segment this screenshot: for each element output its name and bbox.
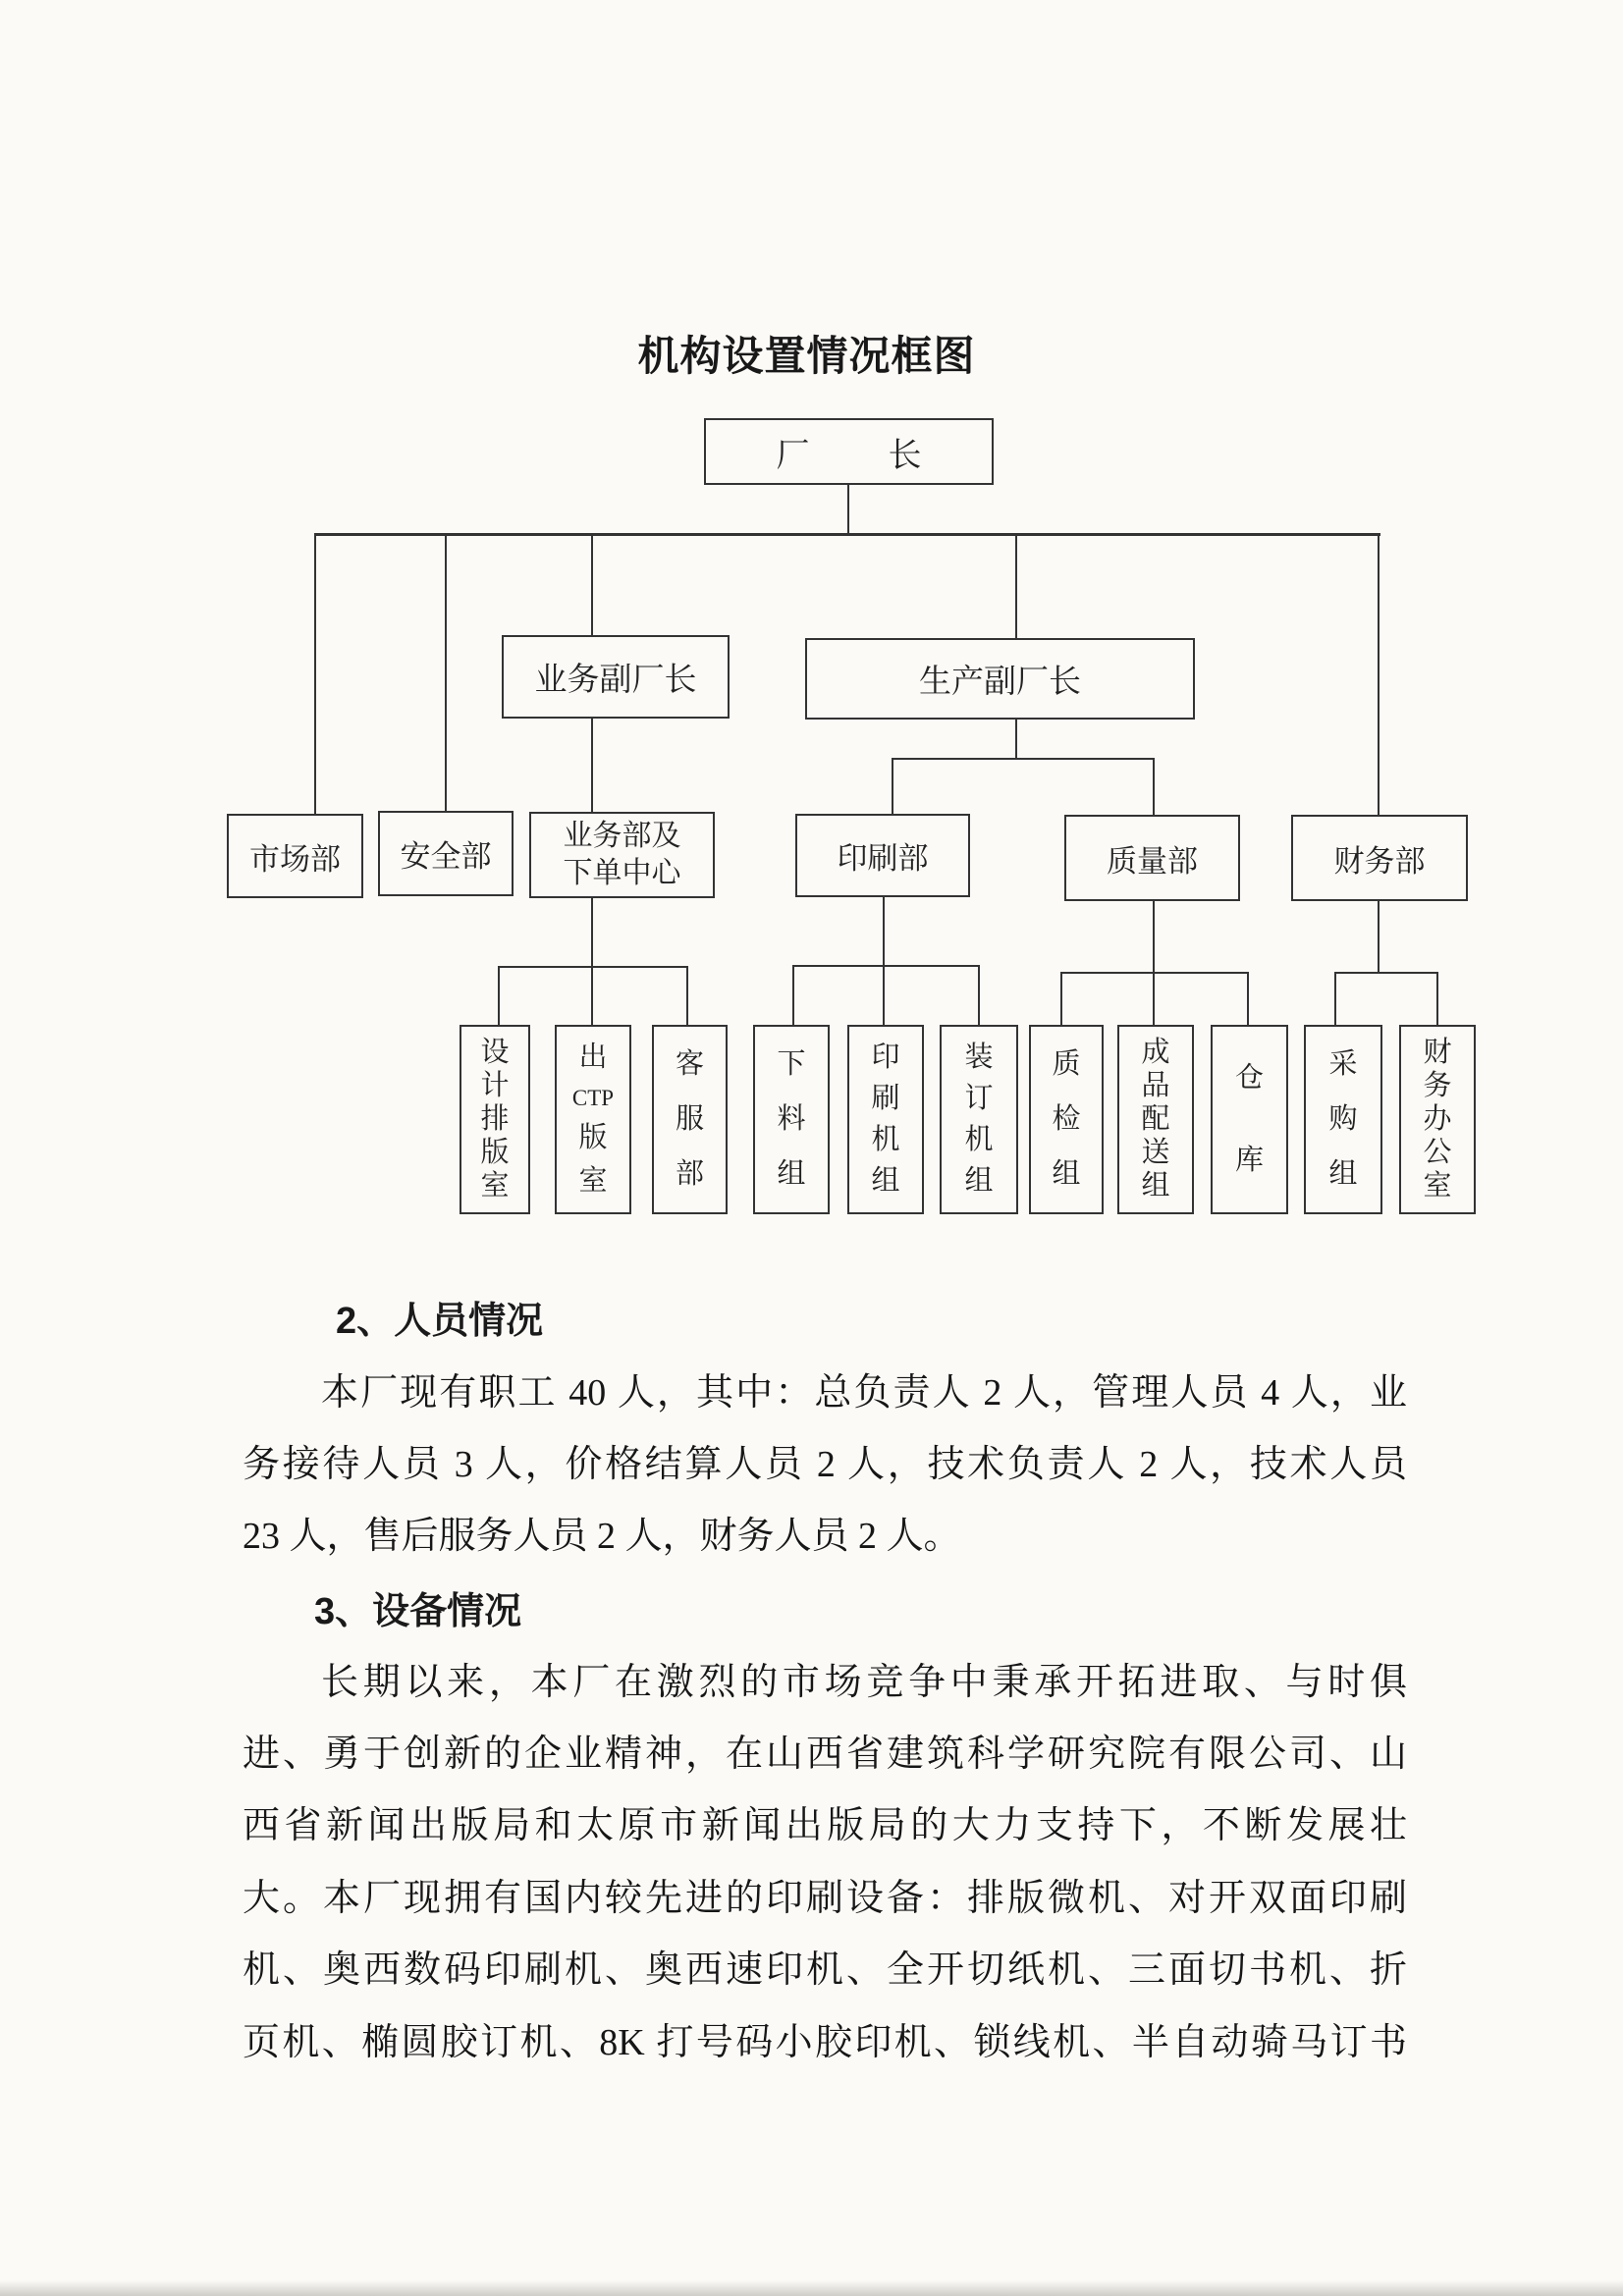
label-part: 采 (1328, 1047, 1358, 1080)
label-part: 客 (675, 1047, 704, 1080)
label-part: 部 (675, 1158, 704, 1191)
label-part: 机 (964, 1124, 994, 1156)
section-heading-equipment: 3、设备情况 (314, 1591, 522, 1632)
label-part: 库 (1234, 1145, 1264, 1177)
connector-line (1334, 972, 1336, 1025)
org-node-production-deputy-director (805, 638, 1195, 720)
body-text-line: 23 人，售后服务人员 2 人，财务人员 2 人。 (243, 1516, 961, 1557)
label-part: 检 (1052, 1102, 1081, 1135)
connector-line (498, 966, 688, 968)
org-node-printing-machine-team (847, 1025, 924, 1214)
org-node-label-line2: 下单中心 (563, 857, 681, 889)
org-node-business-deputy-director (502, 635, 730, 719)
connector-line (792, 965, 794, 1025)
body-text-line: 机、奥西数码印刷机、奥西速印机、全开切纸机、三面切书机、折 (243, 1949, 1407, 1991)
body-text-line: 大。本厂现拥有国内较先进的印刷设备：排版微机、对开双面印刷 (243, 1878, 1407, 1919)
label-part: 订 (964, 1082, 994, 1114)
section-heading-personnel: 2、人员情况 (336, 1301, 544, 1342)
label-part: 下 (777, 1047, 806, 1080)
org-node-label-line1: 业务部及 (563, 820, 681, 852)
label-part: 服 (675, 1102, 704, 1135)
label-part: 组 (1141, 1169, 1170, 1201)
body-text-line: 长期以来，本厂在激烈的市场竞争中秉承开拓进取、与时俱 (321, 1662, 1407, 1703)
label-part: 仓 (1234, 1061, 1264, 1094)
label-part: 计 (480, 1070, 510, 1102)
org-node-material-cutting-team (753, 1025, 830, 1214)
connector-line (1015, 720, 1017, 758)
label-part: 长 (888, 437, 922, 474)
label-part: 室 (1423, 1169, 1452, 1201)
connector-line (1060, 972, 1062, 1025)
body-text-line: 西省新闻出版局和太原市新闻出版局的大力支持下，不断发展壮 (243, 1805, 1407, 1846)
connector-line (686, 966, 688, 1025)
connector-line (892, 758, 1155, 760)
connector-line (1378, 533, 1380, 815)
body-text-line: 务接待人员 3 人，价格结算人员 2 人，技术负责人 2 人，技术人员 (243, 1444, 1407, 1485)
label-part: 室 (578, 1164, 608, 1197)
connector-line (1378, 901, 1380, 972)
label-part: 送 (1141, 1136, 1170, 1168)
org-node-quality-inspection-team (1029, 1025, 1104, 1214)
label-part: 刷 (871, 1082, 900, 1114)
label-part: 务 (1423, 1070, 1452, 1102)
org-node-label: 生产副厂长 (919, 665, 1081, 700)
org-node-label: 安全部 (400, 839, 492, 874)
org-node-product-delivery-team (1117, 1025, 1194, 1214)
label-part: 配 (1141, 1102, 1170, 1135)
connector-line (1247, 972, 1249, 1025)
label-part: 设 (480, 1037, 510, 1069)
label-part: 办 (1423, 1102, 1452, 1135)
label-part: 排 (480, 1102, 510, 1135)
org-node-label: 市场部 (249, 841, 341, 877)
org-node-safety-dept (378, 811, 514, 896)
label-part: 组 (1328, 1158, 1358, 1191)
connector-line (591, 966, 593, 1025)
connector-line (1153, 972, 1155, 1025)
org-node-purchasing-team (1304, 1025, 1382, 1214)
label-part: CTP (571, 1086, 615, 1111)
connector-line (1060, 972, 1249, 974)
org-node-ctp-plate-room (555, 1025, 631, 1214)
connector-line (591, 898, 593, 966)
org-node-printing-dept (795, 814, 970, 897)
label-part: 厂 (776, 437, 810, 474)
label-part: 版 (578, 1121, 608, 1153)
label-part: 室 (480, 1169, 510, 1201)
connector-line (1334, 972, 1438, 974)
connector-line (847, 485, 849, 533)
scan-bottom-edge (0, 2280, 1623, 2296)
connector-line (892, 758, 893, 814)
label-part: 版 (480, 1136, 510, 1168)
org-node-finance-dept (1291, 815, 1468, 901)
connector-line (314, 533, 1380, 536)
label-part: 组 (1052, 1158, 1081, 1191)
org-node-design-typesetting-room (460, 1025, 530, 1214)
connector-line (1436, 972, 1438, 1025)
org-node-business-and-order-center (529, 812, 715, 898)
label-part: 印 (871, 1041, 900, 1073)
org-node-warehouse (1211, 1025, 1288, 1214)
org-node-label: 财务部 (1333, 843, 1426, 879)
label-part: 料 (777, 1102, 806, 1135)
connector-line (314, 533, 316, 814)
label-part: 品 (1141, 1070, 1170, 1102)
connector-line (591, 533, 593, 635)
org-node-finance-office (1399, 1025, 1476, 1214)
label-part: 机 (871, 1124, 900, 1156)
label-part: 财 (1423, 1037, 1452, 1069)
connector-line (883, 897, 885, 965)
connector-line (445, 533, 447, 811)
body-text-line: 进、勇于创新的企业精神，在山西省建筑科学研究院有限公司、山 (243, 1734, 1407, 1775)
org-node-label: 印刷部 (837, 841, 929, 876)
org-node-factory-director (704, 418, 994, 485)
connector-line (1015, 533, 1017, 638)
connector-line (1153, 901, 1155, 972)
connector-line (792, 965, 980, 967)
connector-line (883, 965, 885, 1025)
label-part: 装 (964, 1041, 994, 1073)
connector-line (978, 965, 980, 1025)
label-part: 公 (1423, 1136, 1452, 1168)
org-node-marketing-dept (227, 814, 363, 898)
org-chart-title: 机构设置情况框图 (637, 333, 976, 379)
org-node-quality-dept (1064, 815, 1240, 901)
org-node-label: 业务副厂长 (534, 663, 697, 698)
label-part: 购 (1328, 1102, 1358, 1135)
connector-line (498, 966, 500, 1025)
connector-line (1153, 758, 1155, 815)
org-node-label: 质量部 (1107, 843, 1198, 879)
label-part: 组 (871, 1165, 900, 1198)
label-part: 组 (964, 1165, 994, 1198)
label-part: 出 (578, 1041, 608, 1074)
label-part: 质 (1052, 1047, 1081, 1080)
body-text-line: 本厂现有职工 40 人，其中：总负责人 2 人，管理人员 4 人，业 (321, 1372, 1407, 1414)
label-part: 组 (777, 1158, 806, 1191)
body-text-line: 页机、椭圆胶订机、8K 打号码小胶印机、锁线机、半自动骑马订书 (243, 2022, 1407, 2063)
connector-line (591, 719, 593, 812)
org-node-customer-service-dept (652, 1025, 728, 1214)
label-part: 成 (1141, 1037, 1170, 1069)
org-node-binding-machine-team (940, 1025, 1018, 1214)
